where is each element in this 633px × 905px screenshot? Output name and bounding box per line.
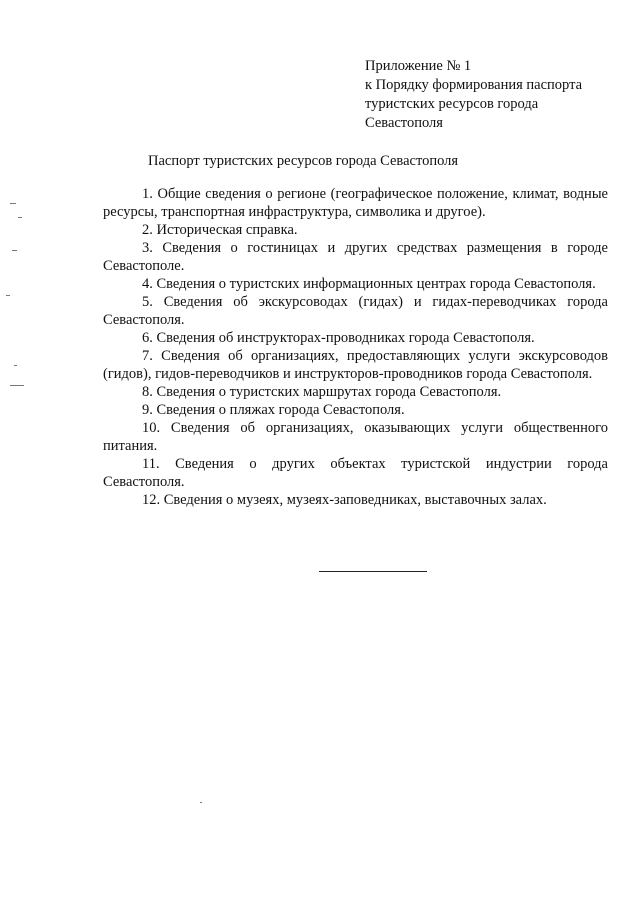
scan-speck xyxy=(10,203,16,204)
list-item: 10. Сведения об организациях, оказывающих услуги общественного питания. xyxy=(103,420,608,454)
list-item: 11. Сведения о других объектах туристской индустрии города Севастополя. xyxy=(103,456,608,490)
list-item: 6. Сведения об инструкторах-проводниках города Севастополя. xyxy=(142,330,535,346)
scan-speck xyxy=(200,802,202,803)
scan-speck xyxy=(12,250,17,251)
appendix-reference-line-2: туристских ресурсов города xyxy=(365,96,539,112)
list-item: 12. Сведения о музеях, музеях-заповедниках, выставочных залах. xyxy=(142,492,547,508)
scan-speck xyxy=(6,295,10,296)
list-item: 8. Сведения о туристских маршрутах города Севастополя. xyxy=(142,384,502,400)
scan-speck xyxy=(10,385,24,386)
list-item: 1. Общие сведения о регионе (географическое положение, климат, водные ресурсы, транспортная инфраструктура, символика и другое). xyxy=(103,186,608,220)
appendix-number: Приложение № 1 xyxy=(365,58,472,74)
list-item: 2. Историческая справка. xyxy=(142,222,298,238)
item-list xyxy=(103,185,608,509)
list-item: 5. Сведения об экскурсоводах (гидах) и гидах-переводчиках города Севастополя. xyxy=(103,294,608,328)
list-item: 4. Сведения о туристских информационных центрах города Севастополя. xyxy=(142,276,596,292)
appendix-header xyxy=(365,57,615,133)
list-item: 3. Сведения о гостиницах и других средствах размещения в городе Севастополе. xyxy=(103,240,608,274)
appendix-reference-line-3: Севастополя xyxy=(365,115,443,131)
closing-divider xyxy=(319,571,427,572)
scan-speck xyxy=(14,365,17,366)
list-item: 9. Сведения о пляжах города Севастополя. xyxy=(142,402,405,418)
document-title: Паспорт туристских ресурсов города Севастополя xyxy=(148,153,459,169)
scan-speck xyxy=(18,217,22,218)
list-item: 7. Сведения об организациях, предоставляющих услуги экскурсоводов (гидов), гидов-переводчиков и инструкторов-проводников города Севастополя. xyxy=(103,348,608,382)
appendix-reference-line-1: к Порядку формирования паспорта xyxy=(365,77,583,93)
